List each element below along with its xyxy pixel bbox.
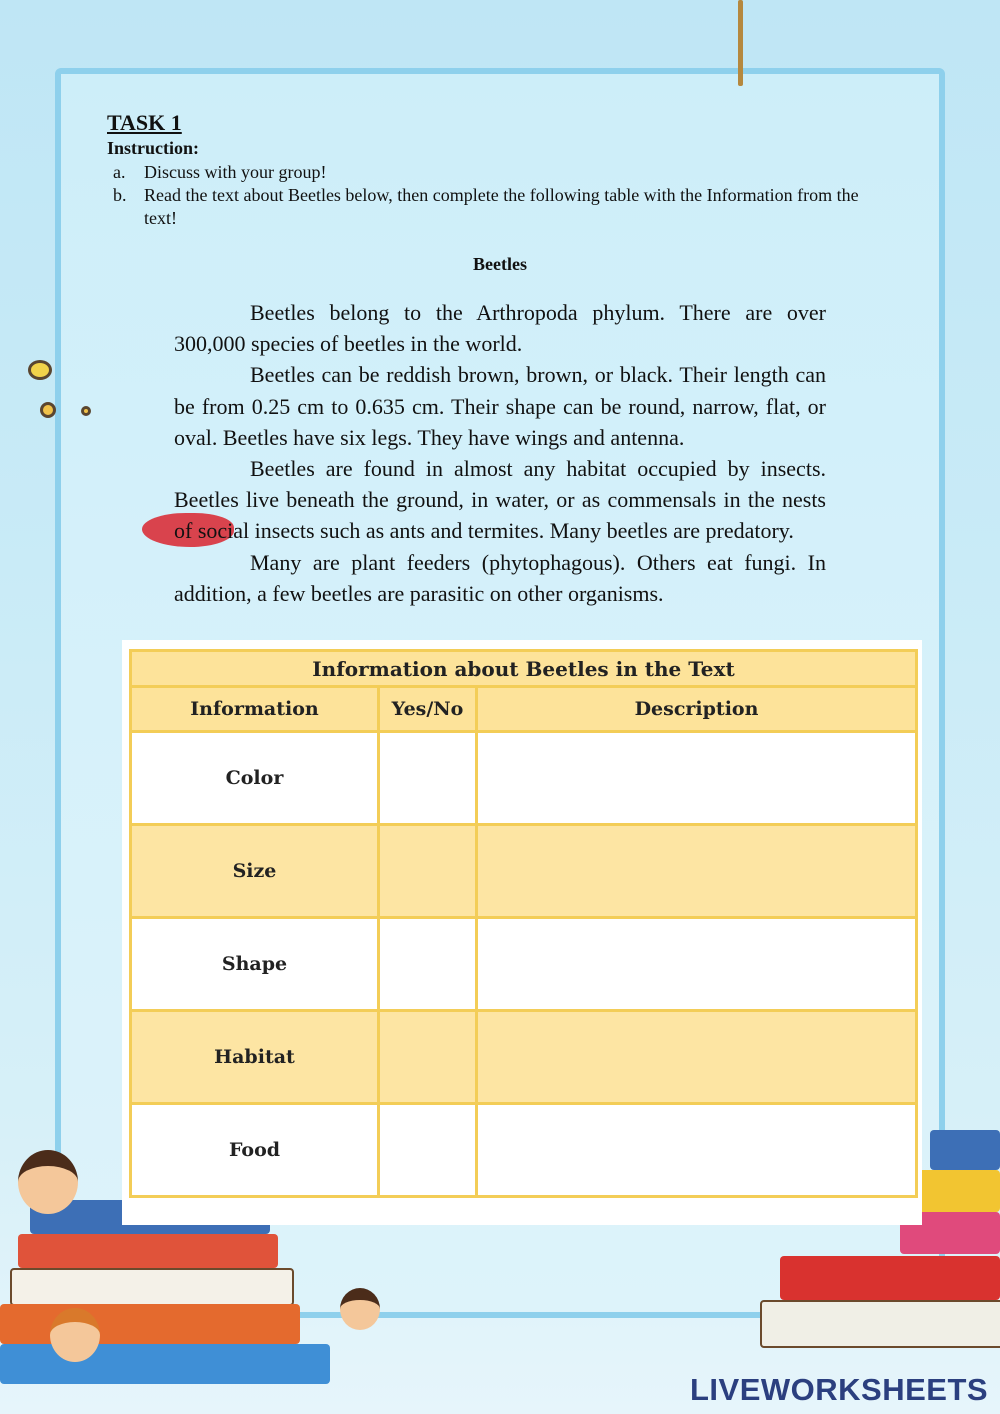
cartoon-child-head <box>340 1288 380 1330</box>
table-row <box>131 1104 917 1197</box>
reading-passage <box>174 297 826 609</box>
table-title: Information about Beetles in the Text <box>131 651 917 687</box>
column-header-yes-no: Yes/No <box>379 687 477 732</box>
book-stack-left <box>0 1304 300 1344</box>
book-stack-left <box>18 1234 278 1268</box>
decorative-dot <box>40 402 56 418</box>
row-label: Size <box>131 825 379 918</box>
hanging-string <box>738 0 743 86</box>
description-cell[interactable] <box>477 1011 917 1104</box>
task-title: TASK 1 <box>107 110 182 135</box>
yes-no-cell[interactable] <box>379 918 477 1011</box>
cartoon-child-head <box>18 1150 78 1214</box>
column-header-information: Information <box>131 687 379 732</box>
description-cell[interactable] <box>477 1104 917 1197</box>
book-stack-right <box>780 1256 1000 1300</box>
instruction-text: Read the text about Beetles below, then complete the following table with the Information from the text! <box>144 185 859 228</box>
info-table-card <box>122 640 922 1225</box>
decorative-dot <box>81 406 91 416</box>
passage-paragraph: Beetles are found in almost any habitat occupied by insects. Beetles live beneath the ground, in water, or as commensals in the nests of social insects such as ants and termites. Many beetles are predatory. <box>174 456 826 544</box>
info-table <box>129 649 918 1198</box>
book-stack-left <box>0 1344 330 1384</box>
table-row <box>131 732 917 825</box>
text-title: Beetles <box>473 254 527 274</box>
description-cell[interactable] <box>477 825 917 918</box>
book-stack-right <box>760 1300 1000 1348</box>
table-row <box>131 1011 917 1104</box>
column-header-description: Description <box>477 687 917 732</box>
yes-no-cell[interactable] <box>379 1104 477 1197</box>
passage-paragraph: Beetles can be reddish brown, brown, or black. Their length can be from 0.25 cm to 0.635 cm. Their shape can be round, narrow, flat, or oval. Beetles have six legs. They have wings and antenna. <box>174 362 826 450</box>
row-label: Food <box>131 1104 379 1197</box>
table-row <box>131 825 917 918</box>
description-cell[interactable] <box>477 918 917 1011</box>
instruction-letter: b. <box>113 185 127 205</box>
row-label: Habitat <box>131 1011 379 1104</box>
yes-no-cell[interactable] <box>379 1011 477 1104</box>
yes-no-cell[interactable] <box>379 825 477 918</box>
row-label: Color <box>131 732 379 825</box>
table-row <box>131 918 917 1011</box>
book-stack-right <box>930 1130 1000 1170</box>
description-cell[interactable] <box>477 732 917 825</box>
book-stack-left <box>10 1268 294 1306</box>
yes-no-cell[interactable] <box>379 732 477 825</box>
cartoon-child-head <box>50 1308 100 1362</box>
row-label: Shape <box>131 918 379 1011</box>
instruction-text: Discuss with your group! <box>144 162 327 182</box>
passage-paragraph: Many are plant feeders (phytophagous). Others eat fungi. In addition, a few beetles are parasitic on other organisms. <box>174 549 826 606</box>
instruction-list <box>113 161 893 230</box>
instruction-letter: a. <box>113 162 126 182</box>
logo-text: LIVEWORKSHEETS <box>690 1372 989 1407</box>
instruction-item <box>113 161 893 184</box>
book-stack-right <box>915 1170 1000 1212</box>
instruction-item <box>113 184 893 230</box>
liveworksheets-logo <box>690 1372 988 1408</box>
passage-paragraph: Beetles belong to the Arthropoda phylum. There are over 300,000 species of beetles in the world. <box>174 300 826 357</box>
decorative-dot <box>28 360 52 380</box>
instruction-label: Instruction: <box>107 138 200 158</box>
